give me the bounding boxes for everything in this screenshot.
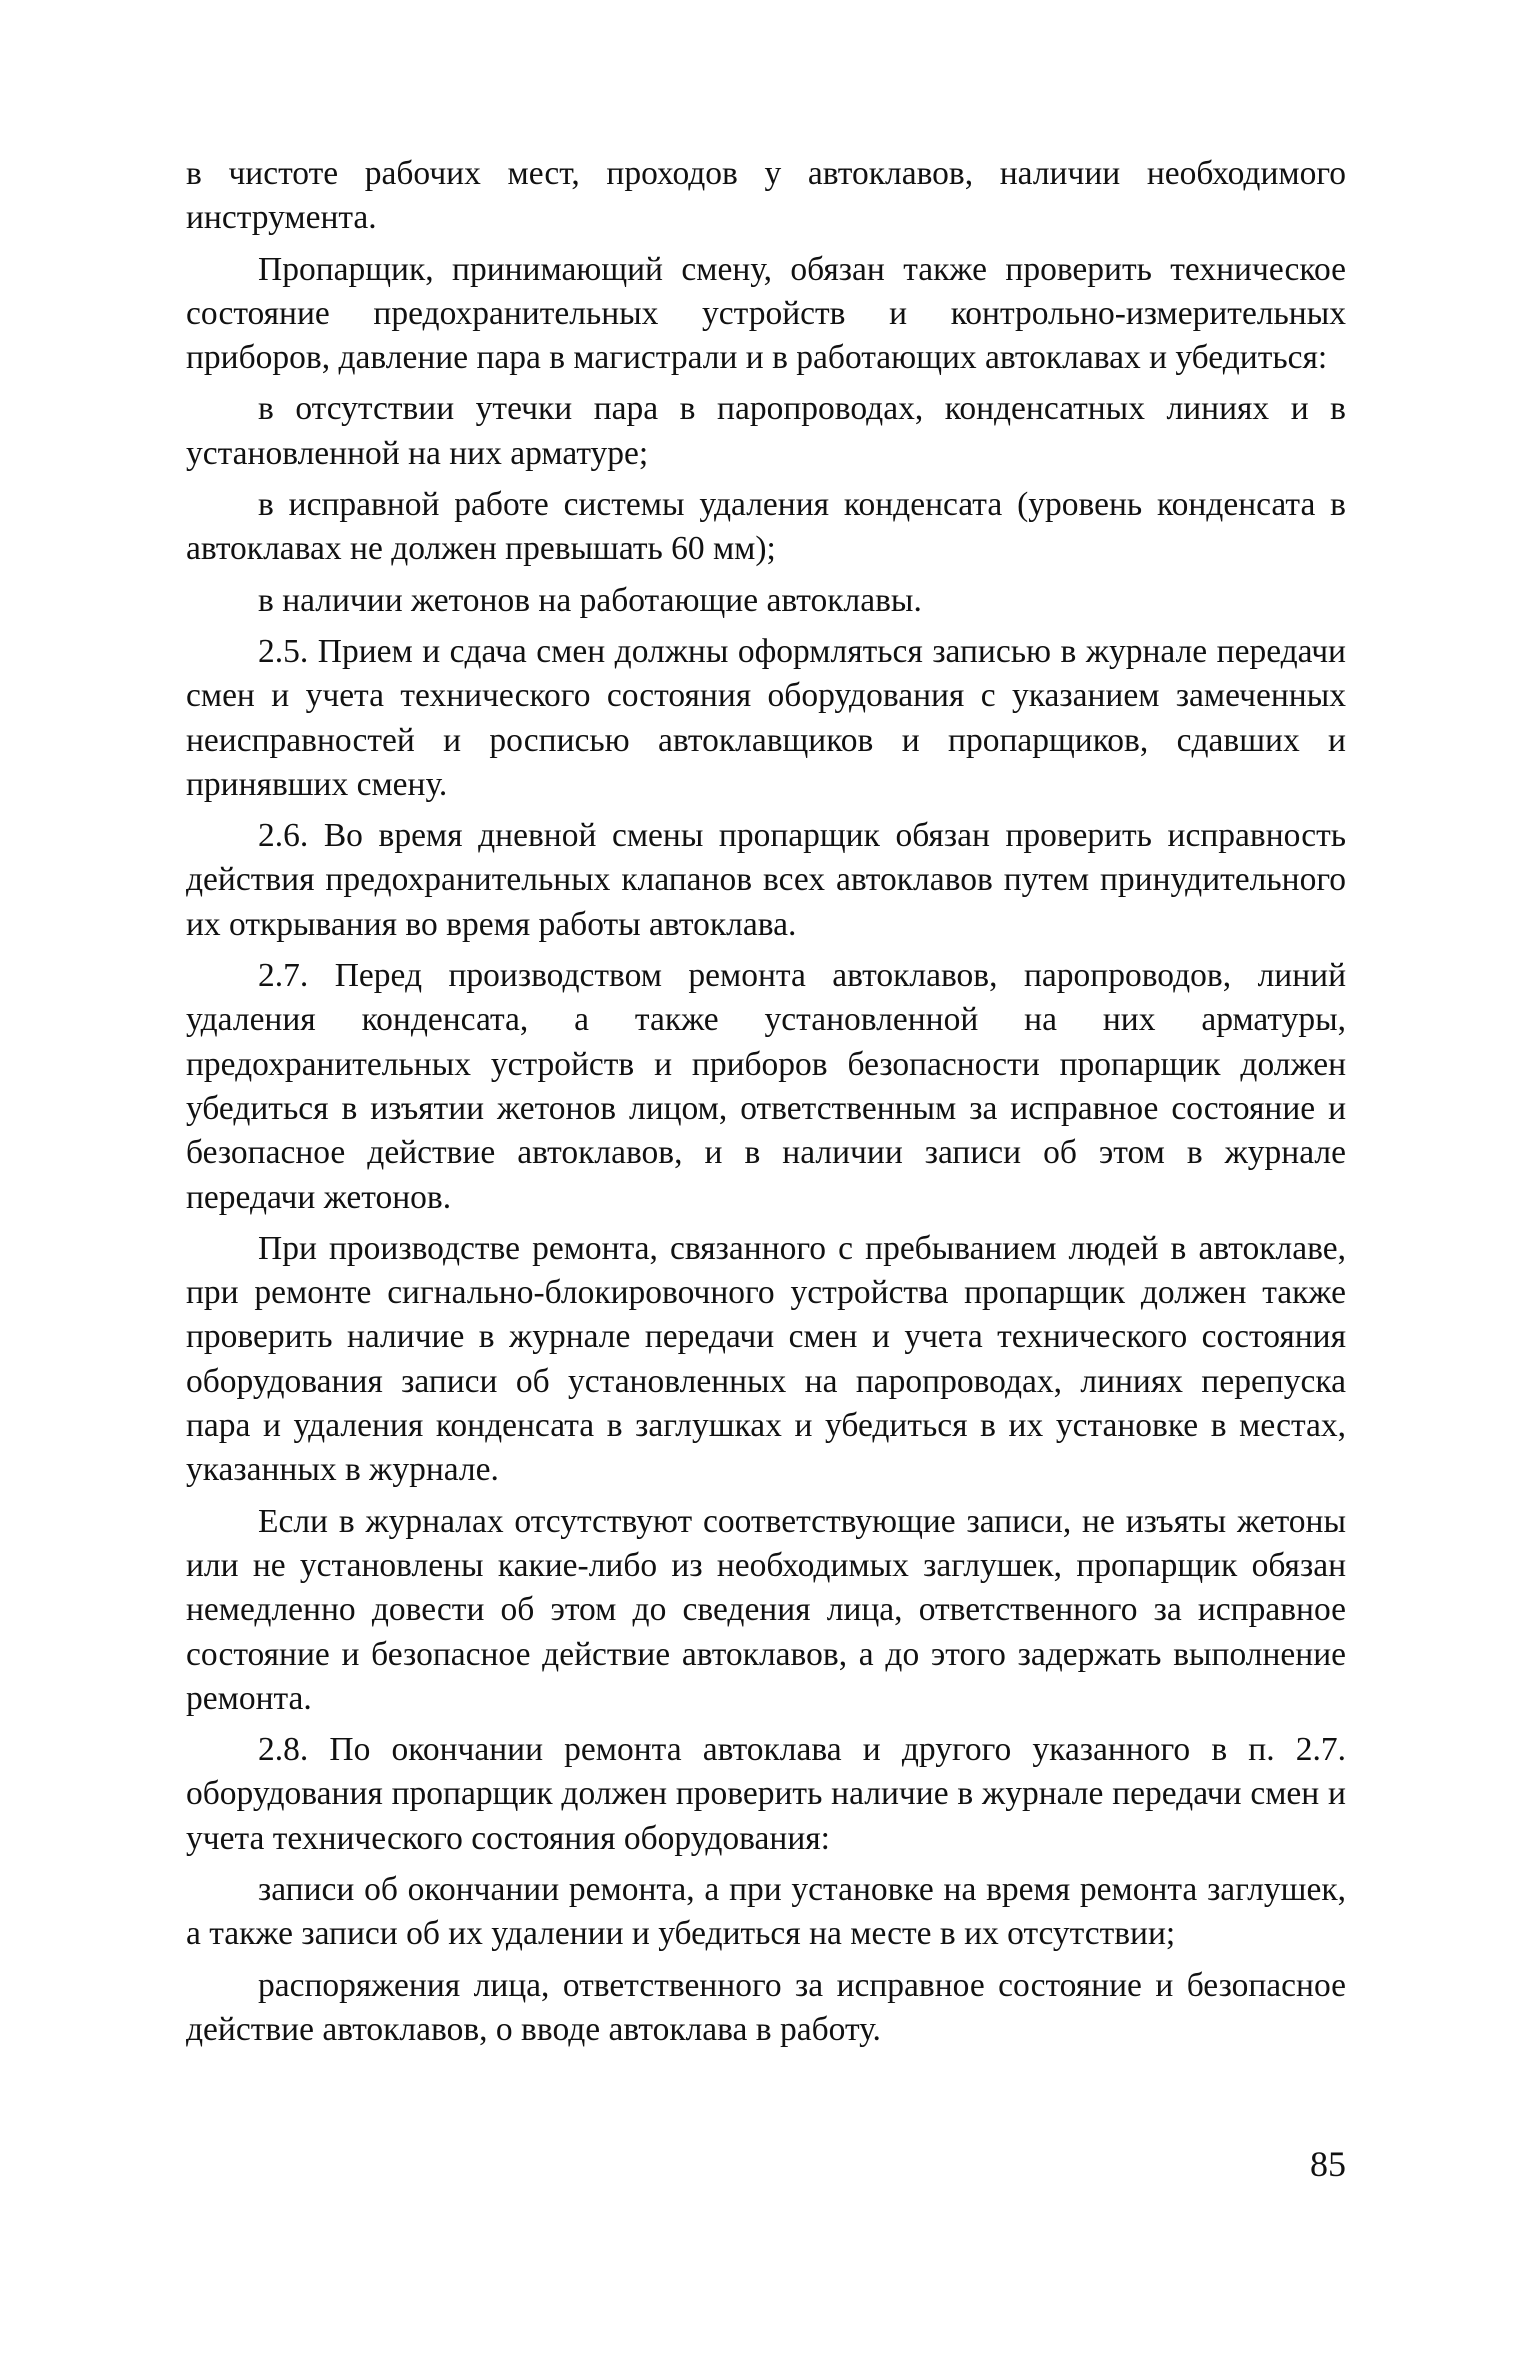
- paragraph: Если в журналах отсутствуют соответствующие записи, не изъяты жетоны или не установлены какие-либо из необходимых заглушек, пропарщик обязан немедленно довести об этом до сведения лица, ответственного за исправное состояние и безопасное действие автоклавов, а до этого задержать выполнение ремонта.: [186, 1502, 1346, 1717]
- paragraph: в наличии жетонов на работающие автоклавы.: [258, 581, 922, 619]
- paragraph: При производстве ремонта, связанного с пребыванием людей в автоклаве, при ремонте сигнально-блокировочного устройства пропарщик должен также проверить наличие в журнале передачи смен и учета технического состояния оборудования записи об установленных на паропроводах, линиях перепуска пара и удаления конденсата в заглушках и убедиться в их установке в местах, указанных в журнале.: [186, 1229, 1346, 1489]
- paragraph: 2.8. По окончании ремонта автоклава и другого указанного в п. 2.7. оборудования пропарщик должен проверить наличие в журнале передачи смен и учета технического состояния оборудования:: [186, 1731, 1346, 1857]
- paragraph: в исправной работе системы удаления конденсата (уровень конденсата в автоклавах не должен превышать 60 мм);: [186, 486, 1346, 568]
- paragraph: в чистоте рабочих мест, проходов у автоклавов, наличии необходимого инструмента.: [186, 155, 1346, 237]
- paragraph: 2.5. Прием и сдача смен должны оформляться записью в журнале передачи смен и учета технического состояния оборудования с указанием замеченных неисправностей и росписью автоклавщиков и пропарщиков, сдавших и принявших смену.: [186, 632, 1346, 803]
- paragraph: распоряжения лица, ответственного за исправное состояние и безопасное действие автоклавов, о вводе автоклава в работу.: [186, 1966, 1346, 2048]
- paragraph: Пропарщик, принимающий смену, обязан также проверить техническое состояние предохранительных устройств и контрольно-измерительных приборов, давление пара в магистрали и в работающих автоклавах и убедиться:: [186, 250, 1346, 377]
- paragraph: в отсутствии утечки пара в паропроводах, конденсатных линиях и в установленной на них арматуре;: [186, 390, 1346, 472]
- paragraph: 2.7. Перед производством ремонта автоклавов, паропроводов, линий удаления конденсата, а также установленной на них арматуры, предохранительных устройств и приборов безопасности пропарщик должен убедиться в изъятии жетонов лицом, ответственным за исправное состояние и безопасное действие автоклавов, и в наличии записи об этом в журнале передачи жетонов.: [186, 957, 1346, 1216]
- body-text: [186, 152, 1346, 2059]
- paragraph: 2.6. Во время дневной смены пропарщик обязан проверить исправность действия предохранительных клапанов всех автоклавов путем принудительного их открывания во время работы автоклава.: [186, 817, 1346, 943]
- paragraph: записи об окончании ремонта, а при установке на время ремонта заглушек, а также записи об их удалении и убедиться на месте в их отсутствии;: [186, 1870, 1346, 1953]
- page-number: 85: [1310, 2144, 1346, 2184]
